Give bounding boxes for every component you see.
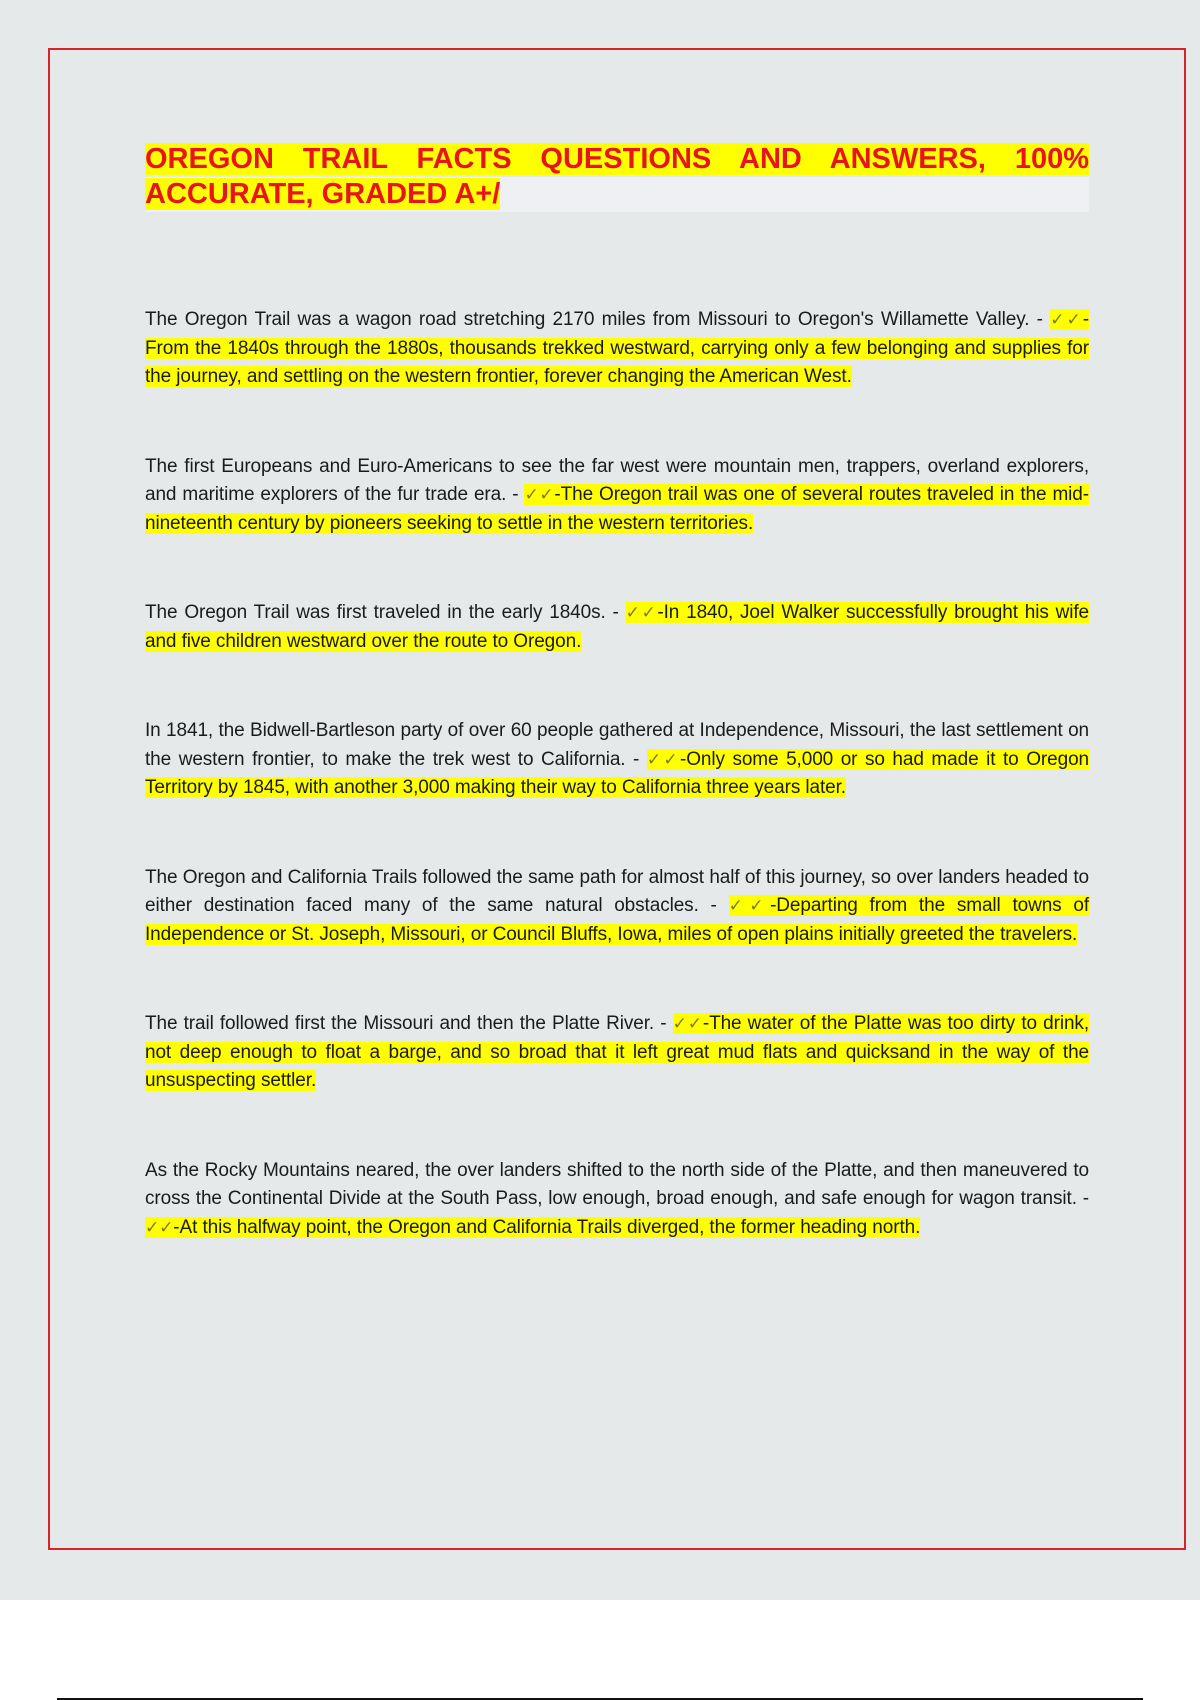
qa-entry	[145, 1157, 1089, 1243]
answer-text: -Departing from the small towns of Independence or St. Joseph, Missouri, or Council Bluffs, Iowa, miles of open plains initially greeted the travelers.	[145, 895, 1089, 945]
qa-entry	[145, 1010, 1089, 1096]
document-body	[145, 142, 1089, 1303]
answer-highlight	[145, 1217, 920, 1238]
answer-text: -From the 1840s through the 1880s, thousands trekked westward, carrying only a few belonging and supplies for the journey, and settling on the western frontier, forever changing the American West.	[145, 309, 1089, 387]
answer-text: -In 1840, Joel Walker successfully brought his wife and five children westward over the route to Oregon.	[145, 602, 1089, 652]
qa-entry	[145, 453, 1089, 539]
question-text: As the Rocky Mountains neared, the over landers shifted to the north side of the Platte, and then maneuvered to cross the Continental Divide at the South Pass, low enough, broad enough, and safe enough for wagon transit. -	[145, 1159, 1089, 1209]
double-check-icon: ✓✓	[625, 603, 658, 623]
qa-entry	[145, 306, 1089, 392]
double-check-icon: ✓✓	[672, 1014, 703, 1034]
double-check-icon: ✓✓	[524, 485, 555, 505]
answer-text: -The Oregon trail was one of several routes traveled in the mid-nineteenth century by pioneers seeking to settle in the western territories.	[145, 484, 1089, 534]
document-title	[145, 142, 1089, 212]
question-text: In 1841, the Bidwell-Bartleson party of over 60 people gathered at Independence, Missouri, the last settlement on the western frontier, to make the trek west to California. -	[145, 720, 1089, 770]
qa-entry	[145, 864, 1089, 950]
document-title-text: OREGON TRAIL FACTS QUESTIONS AND ANSWERS, 100% ACCURATE, GRADED A+/	[145, 143, 1089, 210]
double-check-icon: ✓✓	[646, 749, 680, 770]
double-check-icon: ✓✓	[1050, 310, 1083, 330]
question-text: The Oregon Trail was first traveled in the early 1840s. -	[145, 602, 619, 623]
answer-text: -At this halfway point, the Oregon and California Trails diverged, the former heading north.	[173, 1216, 921, 1238]
question-text: The first Europeans and Euro-Americans to see the far west were mountain men, trappers, overland explorers, and maritime explorers of the fur trade era. -	[145, 455, 1089, 505]
qa-entries	[145, 306, 1089, 1242]
double-check-icon: ✓✓	[728, 896, 771, 916]
question-text: The Oregon Trail was a wagon road stretching 2170 miles from Missouri to Oregon's Willamette Valley. -	[145, 309, 1043, 330]
qa-entry	[145, 717, 1089, 803]
qa-entry	[145, 599, 1089, 656]
answer-text: -The water of the Platte was too dirty to drink, not deep enough to float a barge, and so broad that it left great mud flats and quicksand in the way of the unsuspecting settler.	[145, 1013, 1090, 1091]
answer-text: -Only some 5,000 or so had made it to Oregon Territory by 1845, with another 3,000 making their way to California three years later.	[145, 748, 1090, 798]
question-text: The Oregon and California Trails followed the same path for almost half of this journey, so over landers headed to either destination faced many of the same natural obstacles. -	[145, 866, 1089, 916]
question-text: The trail followed first the Missouri and then the Platte River. -	[145, 1013, 667, 1034]
double-check-icon: ✓✓	[145, 1217, 174, 1238]
